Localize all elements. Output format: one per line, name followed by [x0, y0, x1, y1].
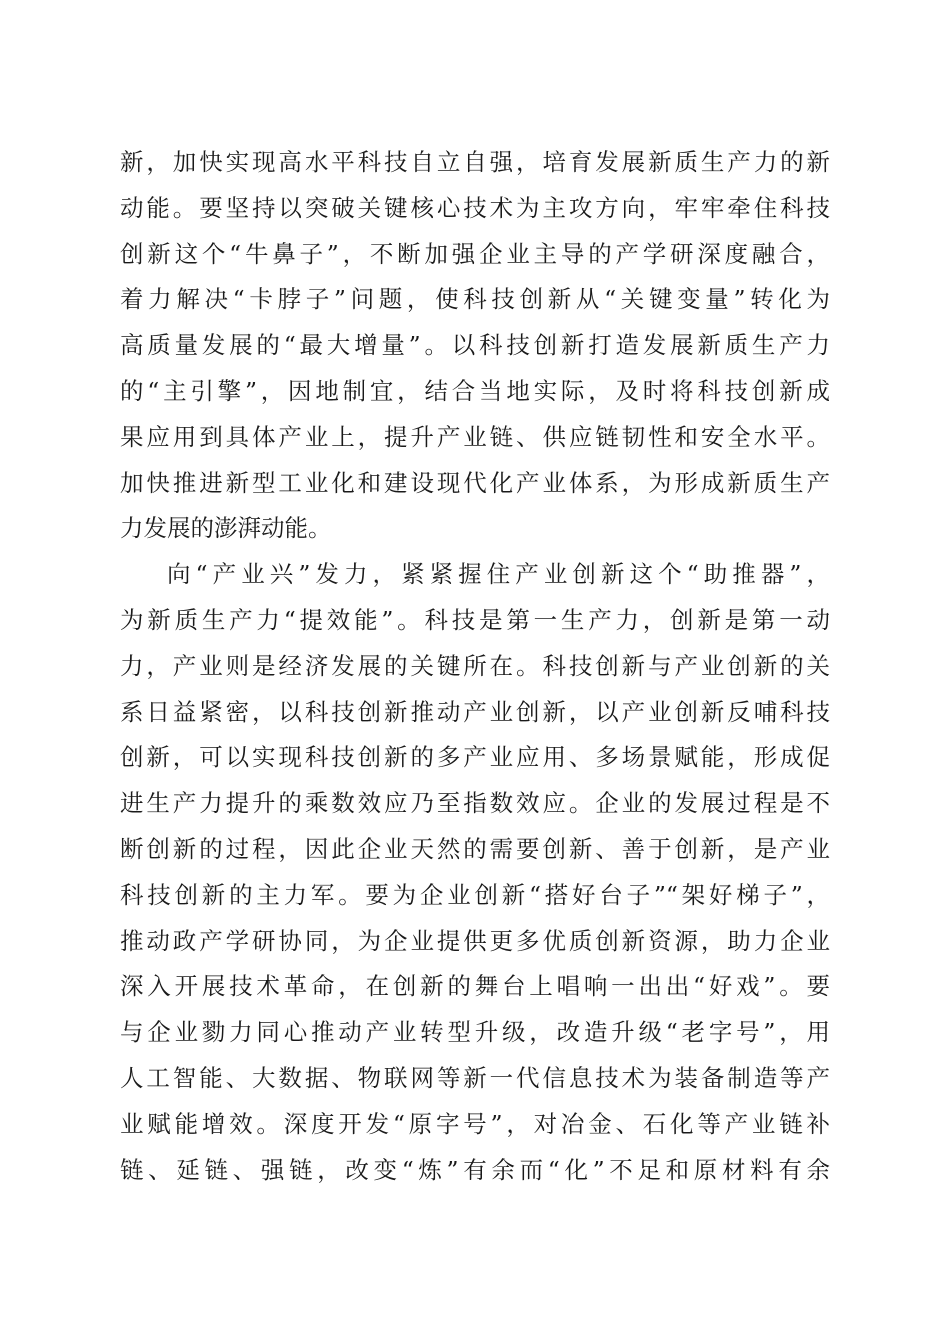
text-line: 业赋能增效。深度开发“原字号”，对冶金、石化等产业链补 [120, 1109, 830, 1138]
text-line: 创新这个“牛鼻子”，不断加强企业主导的产学研深度融合， [120, 239, 830, 268]
text-line: 推动政产学研协同，为企业提供更多优质创新资源，助力企业 [120, 926, 830, 955]
text-line: 链、延链、强链，改变“炼”有余而“化”不足和原材料有余 [120, 1155, 830, 1184]
text-line: 为新质生产力“提效能”。科技是第一生产力，创新是第一动 [120, 605, 830, 634]
body-text [120, 140, 830, 1193]
text-line: 加快推进新型工业化和建设现代化产业体系，为形成新质生产 [120, 468, 830, 497]
text-line: 科技创新的主力军。要为企业创新“搭好台子”“架好梯子”， [120, 880, 830, 909]
text-line: 进生产力提升的乘数效应乃至指数效应。企业的发展过程是不 [120, 789, 830, 818]
text-line: 系日益紧密，以科技创新推动产业创新，以产业创新反哺科技 [120, 697, 830, 726]
text-line: 深入开展技术革命，在创新的舞台上唱响一出出“好戏”。要 [120, 972, 830, 1001]
text-line: 断创新的过程，因此企业天然的需要创新、善于创新，是产业 [120, 834, 830, 863]
text-line: 高质量发展的“最大增量”。以科技创新打造发展新质生产力 [120, 331, 830, 360]
text-line: 动能。要坚持以突破关键核心技术为主攻方向，牢牢牵住科技 [120, 193, 830, 222]
text-line: 创新，可以实现科技创新的多产业应用、多场景赋能，形成促 [120, 743, 830, 772]
text-line: 的“主引擎”，因地制宜，结合当地实际，及时将科技创新成 [120, 376, 830, 405]
text-line: 人工智能、大数据、物联网等新一代信息技术为装备制造等产 [120, 1063, 830, 1092]
text-line: 新，加快实现高水平科技自立自强，培育发展新质生产力的新 [120, 148, 830, 176]
text-line: 力，产业则是经济发展的关键所在。科技创新与产业创新的关 [120, 651, 830, 680]
text-line: 果应用到具体产业上，提升产业链、供应链韧性和安全水平。 [120, 422, 830, 451]
text-line: 向“产业兴”发力，紧紧握住产业创新这个“助推器”， [167, 560, 830, 589]
text-line: 与企业勠力同心推动产业转型升级，改造升级“老字号”，用 [120, 1018, 830, 1047]
text-line: 力发展的澎湃动能。 [120, 514, 332, 543]
text-line: 着力解决“卡脖子”问题，使科技创新从“关键变量”转化为 [120, 285, 830, 314]
